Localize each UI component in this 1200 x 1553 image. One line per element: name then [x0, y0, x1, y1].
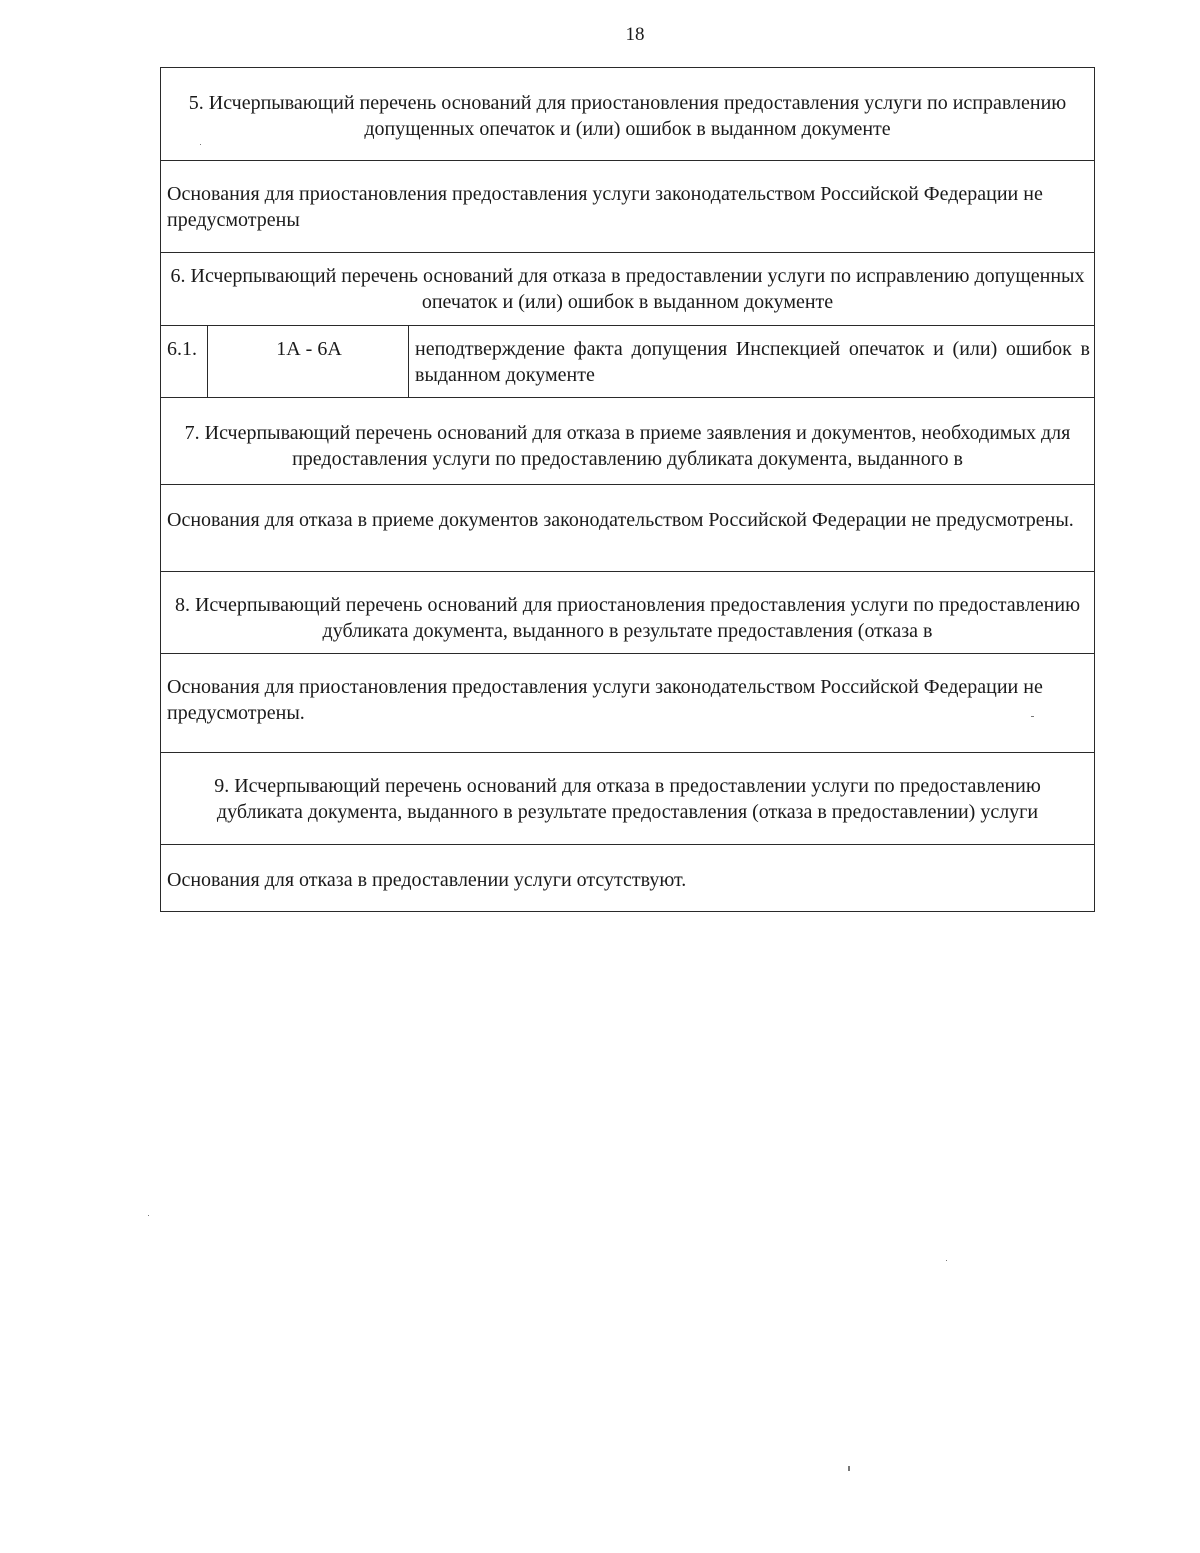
section-5-body: Основания для приостановления предоставления услуги законодательством Российской Федерации не предусмотрены [161, 161, 1094, 253]
section-9-heading: 9. Исчерпывающий перечень оснований для отказа в предоставлении услуги по предоставлению дубликата документа, выданного в результате предоставления (отказа в предоставлении) услуги [161, 753, 1094, 845]
scan-speck [200, 144, 201, 145]
section-6-heading: 6. Исчерпывающий перечень оснований для отказа в предоставлении услуги по исправлению допущенных опечаток и (или) ошибок в выданном документе [161, 253, 1094, 326]
row-number: 6.1. [161, 326, 208, 397]
scan-speck [1031, 716, 1034, 717]
section-8-heading: 8. Исчерпывающий перечень оснований для приостановления предоставления услуги по предоставлению дубликата документа, выданного в результате предоставления (отказа в [161, 572, 1094, 654]
section-7-heading: 7. Исчерпывающий перечень оснований для отказа в приеме заявления и документов, необходимых для предоставления услуги по предоставлению дубликата документа, выданного в [161, 398, 1094, 485]
section-8-body: Основания для приостановления предоставления услуги законодательством Российской Федерации не предусмотрены. [161, 654, 1094, 753]
section-5-heading: 5. Исчерпывающий перечень оснований для приостановления предоставления услуги по исправлению допущенных опечаток и (или) ошибок в выданном документе [161, 68, 1094, 161]
section-7-body: Основания для отказа в приеме документов законодательством Российской Федерации не предусмотрены. [161, 485, 1094, 572]
section-9-body: Основания для отказа в предоставлении услуги отсутствуют. [167, 869, 687, 891]
scan-speck [148, 1215, 149, 1216]
table-row [161, 326, 1094, 398]
scan-speck [946, 1260, 947, 1261]
row-code: 1А - 6А [208, 326, 409, 397]
grounds-table [160, 67, 1095, 912]
page-number: 18 [625, 24, 645, 45]
scan-speck [848, 1466, 850, 1471]
row-description: неподтверждение факта допущения Инспекцией опечаток и (или) ошибок в выданном документе [415, 338, 1090, 386]
